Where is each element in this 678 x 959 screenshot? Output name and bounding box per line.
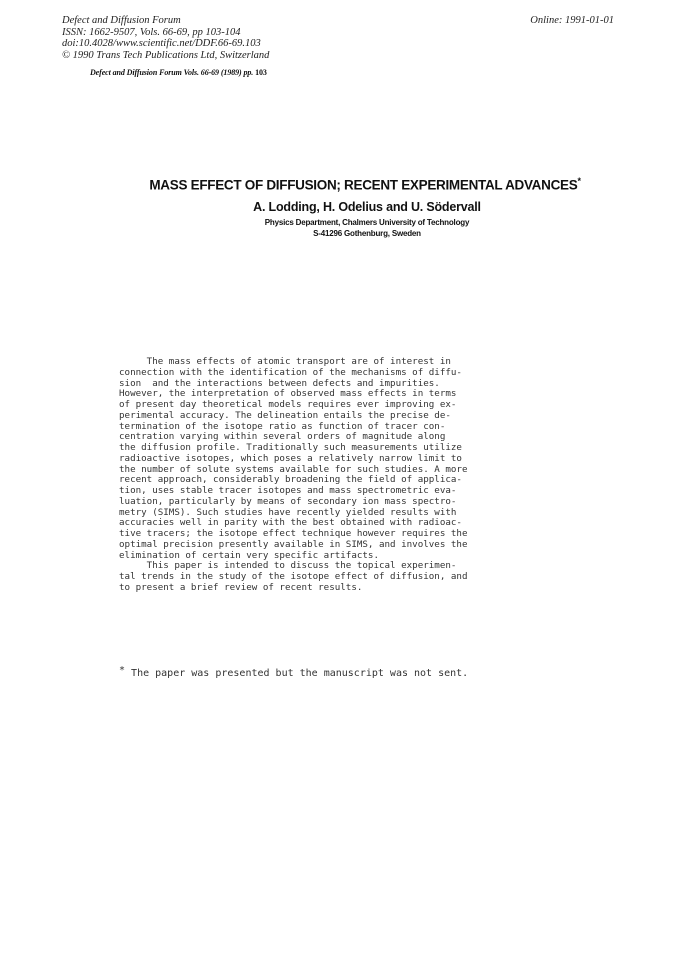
abstract-line: accuracies well in parity with the best obtained with radioac-	[119, 517, 462, 529]
journal-reference-text: Defect and Diffusion Forum Vols. 66-69 (1989) pp.	[90, 68, 254, 77]
online-date: Online: 1991-01-01	[530, 15, 614, 26]
journal-reference-page: 103	[255, 68, 267, 77]
affiliation-address: S-41296 Gothenburg, Sweden	[313, 229, 421, 238]
abstract-line: to present a brief review of recent results.	[119, 581, 363, 593]
paper-title: MASS EFFECT OF DIFFUSION; RECENT EXPERIMENTAL ADVANCES	[149, 177, 578, 193]
publication-header	[62, 15, 269, 61]
doi-line[interactable]: doi:10.4028/www.scientific.net/DDF.66-69.103	[62, 38, 261, 49]
title-footnote-mark: *	[577, 176, 581, 186]
abstract-line: sion and the interactions between defects and impurities.	[119, 377, 440, 389]
abstract-line: termination of the isotope ratio as function of tracer con-	[119, 420, 446, 432]
abstract-line: recent approach, considerably broadening the field of applica-	[119, 474, 462, 486]
abstract-line: tal trends in the study of the isotope effect of diffusion, and	[119, 571, 468, 582]
abstract-line: of present day theoretical models requires ever improving ex-	[119, 399, 457, 410]
affiliation-department: Physics Department, Chalmers University of Technology	[264, 218, 470, 227]
abstract-line: connection with the identification of the mechanisms of diffu-	[119, 366, 462, 378]
abstract-line: the number of solute systems available for such studies. A more	[119, 463, 468, 475]
issn-line: ISSN: 1662-9507, Vols. 66-69, pp 103-104	[62, 26, 241, 38]
abstract-line: elimination of certain very specific artifacts.	[119, 549, 379, 561]
abstract-line: centration varying within several orders of magnitude along	[119, 431, 446, 443]
journal-reference	[90, 68, 267, 77]
abstract-line: metry (SIMS). Such studies have recently yielded results with	[119, 506, 457, 518]
abstract-line: tion, uses stable tracer isotopes and mass spectrometric eva-	[119, 485, 457, 496]
journal-name: Defect and Diffusion Forum	[62, 15, 181, 26]
paper-authors: A. Lodding, H. Odelius and U. Södervall	[253, 200, 481, 214]
abstract-line: The mass effects of atomic transport are of interest in	[119, 356, 451, 367]
abstract-line: tive tracers; the isotope effect technique however requires the	[119, 528, 468, 539]
paper-title-block	[0, 176, 678, 193]
abstract-line: However, the interpretation of observed mass effects in terms	[119, 388, 457, 400]
abstract-line: optimal precision presently available in SIMS, and involves the	[119, 538, 468, 550]
abstract-line: This paper is intended to discuss the topical experimen-	[119, 560, 457, 572]
abstract-line: perimental accuracy. The delineation entails the precise de-	[119, 409, 451, 421]
footnote-text: The paper was presented but the manuscript was not sent.	[125, 668, 469, 679]
abstract-line: the diffusion profile. Traditionally such measurements utilize	[119, 442, 462, 453]
footnote-mark: *	[119, 665, 126, 676]
abstract-line: luation, particularly by means of secondary ion mass spectro-	[119, 495, 457, 507]
copyright-line: © 1990 Trans Tech Publications Ltd, Switzerland	[62, 49, 270, 61]
footnote	[119, 665, 469, 679]
abstract-line: radioactive isotopes, which poses a relatively narrow limit to	[119, 452, 462, 464]
abstract-body	[119, 357, 549, 594]
